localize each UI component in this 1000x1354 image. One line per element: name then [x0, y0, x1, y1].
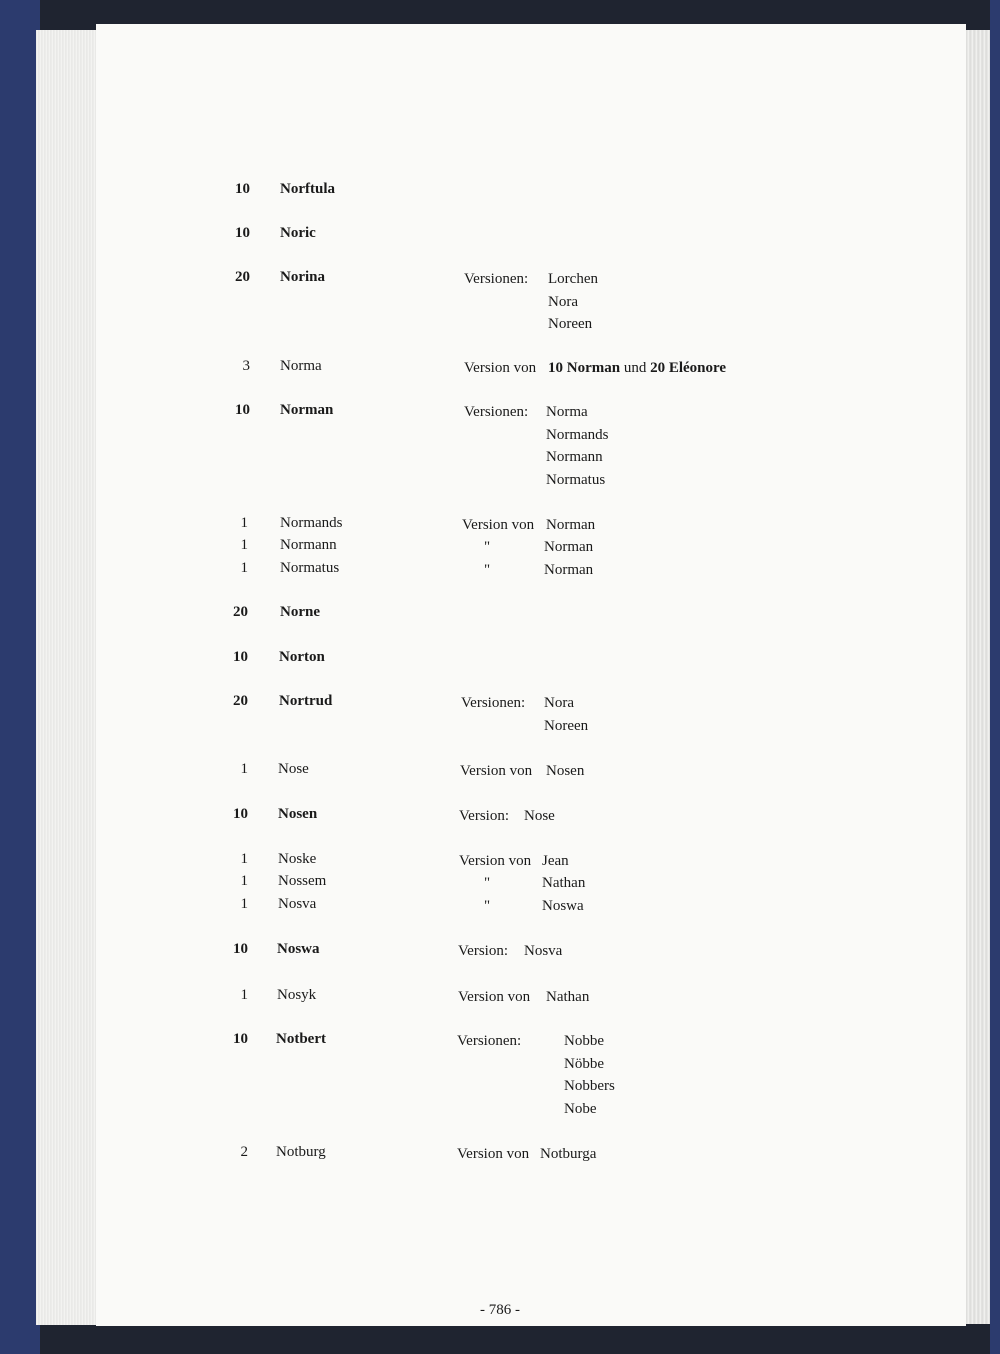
entry-note-value: Noswa [542, 898, 584, 914]
entry-note-label: Version von [459, 853, 532, 869]
entry-count: 10 [235, 225, 250, 241]
entry-name: Normann [280, 537, 337, 553]
entry-count: 1 [240, 560, 248, 576]
entry-name: Notburg [276, 1144, 326, 1160]
entry-note-value: Nosen [546, 763, 585, 779]
entry-note-label: Version von [464, 360, 537, 376]
entry-note-label: Version: [459, 808, 509, 824]
entry-note-value: Norman [544, 539, 594, 555]
entry-note-label: Version von [462, 517, 535, 533]
entry-name: Noske [278, 851, 317, 867]
entry-note-label: Versionen: [464, 404, 529, 420]
entry-count: 20 [235, 269, 250, 285]
entry-count: 20 [233, 604, 248, 620]
entry-note-label: Versionen: [457, 1033, 522, 1049]
entry-name: Nossem [278, 873, 327, 889]
entry-count: 20 [233, 693, 248, 709]
entry-note-value: Normann [546, 449, 603, 465]
entry-note-value: Nora [544, 695, 574, 711]
entry-count: 10 [235, 402, 250, 418]
entry-count: 1 [240, 987, 248, 1003]
entry-name: Nosva [278, 896, 317, 912]
entry-count: 1 [240, 851, 248, 867]
entry-note-label: Versionen: [461, 695, 526, 711]
entry-note-label: Version von [457, 1146, 530, 1162]
entry-note-value: Nöbbe [564, 1056, 604, 1072]
page-sheet [96, 24, 966, 1326]
entry-name: Norne [280, 604, 320, 620]
entry-name: Normatus [280, 560, 340, 576]
entry-name: Nosyk [277, 987, 317, 1003]
entry-count: 1 [240, 537, 248, 553]
entry-name: Noric [280, 225, 316, 241]
entry-name: Nosen [278, 806, 318, 822]
entry-name: Norina [280, 269, 325, 285]
entry-name: Noswa [277, 941, 320, 957]
page-number: - 786 - [480, 1302, 520, 1318]
entry-note-value: Norma [546, 404, 588, 420]
entry-count: 10 [235, 181, 250, 197]
entry-note-value: Norman [544, 562, 594, 578]
entry-name: Norma [280, 358, 322, 374]
entry-note-value: Normands [546, 427, 609, 443]
page-edges-right [966, 30, 990, 1324]
entry-count: 1 [240, 761, 248, 777]
entry-note-value: Nobe [564, 1101, 597, 1117]
entry-note-label: " [484, 562, 491, 578]
entry-name: Nose [278, 761, 309, 777]
entry-note-value: Lorchen [548, 271, 598, 287]
entry-name: Norton [279, 649, 325, 665]
entry-note-value: Nora [548, 294, 578, 310]
entry-note-value: Normatus [546, 472, 606, 488]
entry-count: 10 [233, 806, 248, 822]
entry-count: 1 [240, 873, 248, 889]
entry-note-value: Nose [524, 808, 555, 824]
entry-note-label: " [484, 898, 491, 914]
entry-count: 3 [242, 358, 250, 374]
entry-note-value: Nosva [524, 943, 563, 959]
entry-name: Nortrud [279, 693, 333, 709]
book-cover-right [990, 0, 1000, 1354]
entry-note-value: Nathan [546, 989, 590, 1005]
entry-note-label: " [484, 875, 491, 891]
entry-name: Norman [280, 402, 334, 418]
book-cover-left [0, 0, 40, 1354]
entry-note-label: Version: [458, 943, 508, 959]
entry-count: 10 [233, 941, 248, 957]
entry-note-value: Nobbers [564, 1078, 615, 1094]
entry-note-value: Jean [542, 853, 569, 869]
entry-note-value: Notburga [540, 1146, 597, 1162]
entry-note-value: Nobbe [564, 1033, 604, 1049]
entry-name: Notbert [276, 1031, 326, 1047]
entry-note-label: Version von [458, 989, 531, 1005]
entry-count: 2 [240, 1144, 248, 1160]
entry-note-value: Noreen [544, 718, 589, 734]
entry-count: 1 [240, 896, 248, 912]
entry-note-value: Noreen [548, 316, 593, 332]
entry-count: 1 [240, 515, 248, 531]
entry-name: Norftula [280, 181, 335, 197]
entry-note-value: Nathan [542, 875, 586, 891]
entry-count: 10 [233, 1031, 248, 1047]
entry-name: Normands [280, 515, 343, 531]
entry-note-value: Norman [546, 517, 596, 533]
entry-note-value: 10 Norman und 20 Eléonore [548, 360, 727, 376]
entry-note-label: " [484, 539, 491, 555]
entry-count: 10 [233, 649, 248, 665]
entry-note-label: Versionen: [464, 271, 529, 287]
page-edges-left [36, 30, 98, 1325]
entry-note-label: Version von [460, 763, 533, 779]
